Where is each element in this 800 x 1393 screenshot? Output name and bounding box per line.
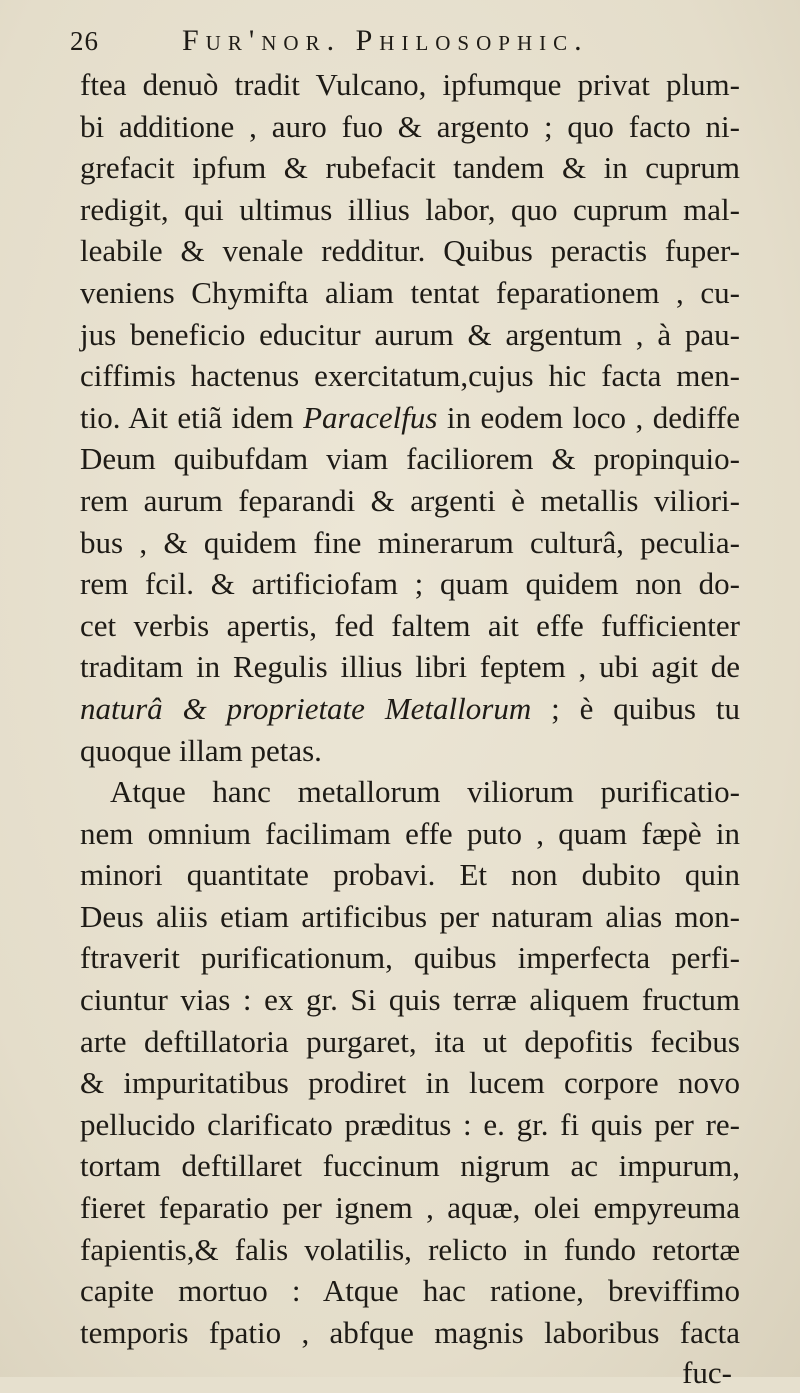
- text-line: fieret feparatio per ignem , aquæ, olei empyreuma: [80, 1190, 740, 1226]
- text-line: minori quantitate probavi. Et non dubito quin: [80, 857, 740, 893]
- text-line: cet verbis apertis, fed faltem ait effe fufficienter: [80, 607, 740, 643]
- text-line: bi additione , auro fuo & argento ; quo facto ni-: [80, 108, 740, 144]
- page-header: [70, 18, 760, 68]
- text-line: ciffimis hactenus exercitatum,cujus hic facta men-: [80, 358, 740, 394]
- text-line: nem omnium facilimam effe puto , quam fæpè in: [80, 815, 740, 851]
- text-line: leabile & venale redditur. Quibus peractis fuper-: [80, 233, 740, 269]
- text-line: tortam deftillaret fuccinum nigrum ac impurum,: [80, 1148, 740, 1184]
- author-name-italic: Paracelfus: [303, 399, 438, 435]
- running-title: Fur'nor. Philosophic.: [182, 24, 589, 57]
- text-segment: tio. Ait etiã idem: [80, 399, 294, 435]
- catchword: fuc-: [682, 1355, 732, 1391]
- book-title-italic: naturâ & proprietate Metallorum: [80, 690, 532, 726]
- body-text: [80, 64, 740, 1393]
- text-segment: in eodem loco , dediffe: [446, 399, 740, 435]
- text-line: bus , & quidem fine minerarum culturâ, peculia-: [80, 524, 740, 560]
- text-line: veniens Chymifta aliam tentat feparationem , cu-: [80, 274, 740, 310]
- text-line: ciuntur vias : ex gr. Si quis terræ aliquem fructum: [80, 982, 740, 1018]
- text-line: pellucido clarificato præditus : e. gr. fi quis per re-: [80, 1106, 740, 1142]
- text-line: capite mortuo : Atque hac ratione, breviffimo: [80, 1273, 740, 1309]
- text-line: jus beneficio educitur aurum & argentum , à pau-: [80, 316, 740, 352]
- text-line: rem fcil. & artificiofam ; quam quidem non do-: [80, 566, 740, 602]
- text-line: Deus aliis etiam artificibus per naturam alias mon-: [80, 898, 740, 934]
- text-line: rem aurum feparandi & argenti è metallis viliori-: [80, 482, 740, 518]
- text-line: quoque illam petas.: [80, 732, 322, 768]
- text-line: fapientis,& falis volatilis, relicto in fundo retortæ: [80, 1231, 740, 1267]
- text-line: traditam in Regulis illius libri feptem , ubi agit de: [80, 649, 740, 685]
- text-line: ftraverit purificationum, quibus imperfecta perfi-: [80, 940, 740, 976]
- text-line: grefacit ipfum & rubefacit tandem & in cuprum: [80, 150, 740, 186]
- text-line: Deum quibufdam viam faciliorem & propinquio-: [80, 441, 740, 477]
- paragraph-first-line: Atque hanc metallorum viliorum purificatio-: [110, 774, 740, 810]
- text-line: ftea denuò tradit Vulcano, ipfumque privat plum-: [80, 67, 740, 102]
- page-number: 26: [70, 26, 99, 56]
- text-line: [80, 397, 740, 439]
- text-line: redigit, qui ultimus illius labor, quo cuprum mal-: [80, 191, 740, 227]
- text-line: temporis fpatio , abfque magnis laboribus facta: [80, 1314, 740, 1350]
- text-line: & impuritatibus prodiret in lucem corpore novo: [80, 1065, 740, 1101]
- text-segment: ; è quibus tu: [551, 690, 740, 726]
- text-line: arte deftillatoria purgaret, ita ut depofitis fecibus: [80, 1023, 740, 1059]
- text-line: [80, 688, 740, 730]
